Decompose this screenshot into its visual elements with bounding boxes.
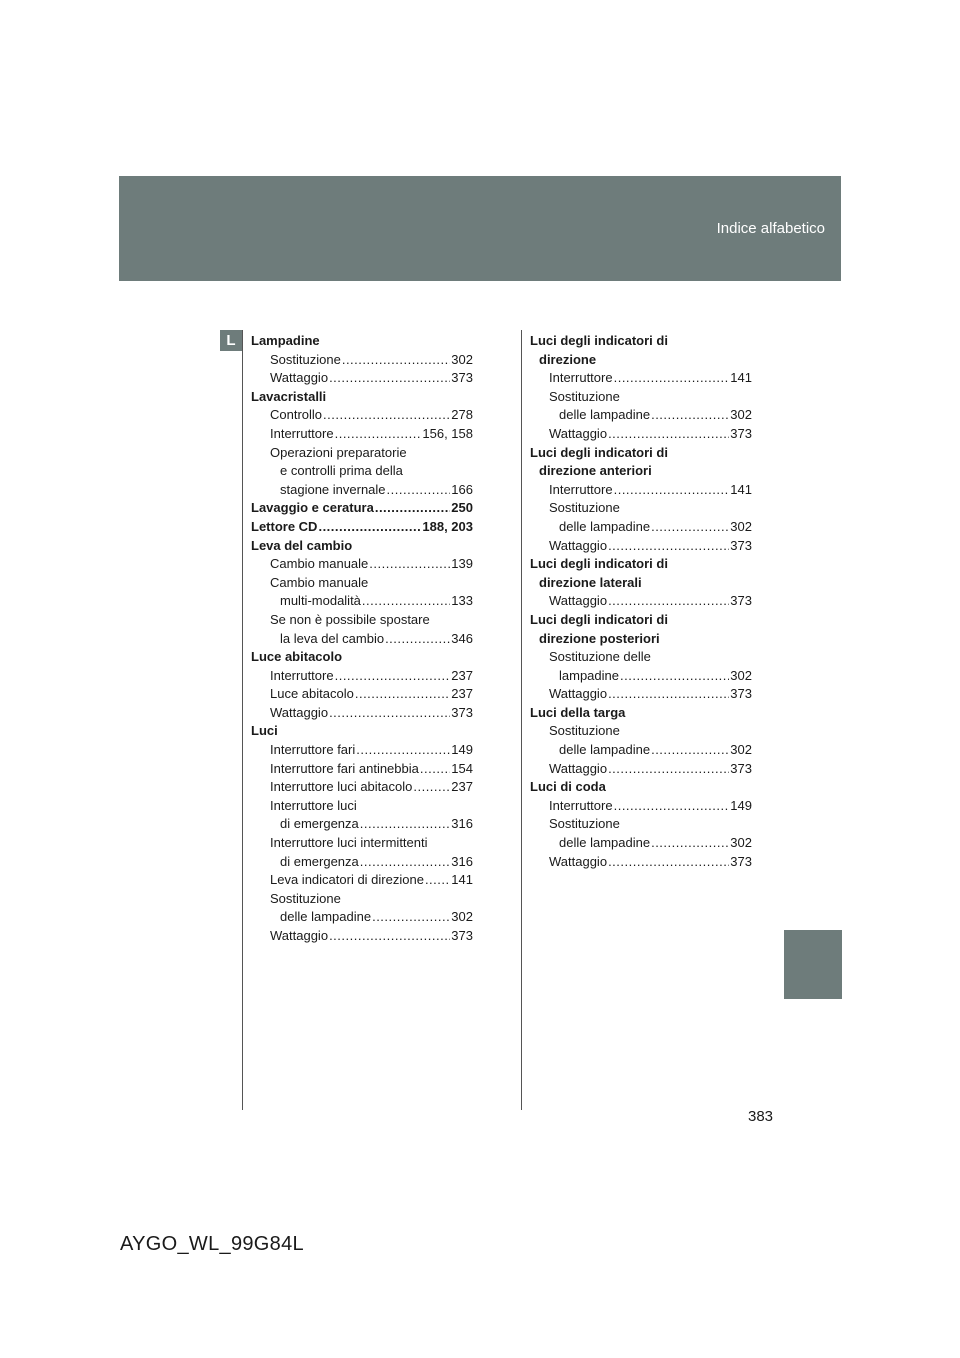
leader-dots: [651, 834, 729, 853]
index-entry: [530, 518, 752, 537]
index-entry: [251, 667, 473, 686]
leader-dots: [651, 518, 729, 537]
entry-label: delle lampadine: [559, 518, 651, 534]
index-entry: [251, 406, 473, 425]
index-entry: Sostituzione: [549, 816, 620, 832]
entry-label: Interruttore fari antinebbia: [270, 760, 419, 776]
entry-label: Wattaggio: [549, 853, 608, 869]
index-entry: Luci della targa: [530, 704, 626, 720]
leader-dots: [356, 741, 450, 760]
entry-page-ref: 188, 203: [422, 518, 473, 534]
index-entry: [251, 815, 473, 834]
leader-dots: [318, 518, 421, 537]
index-column-right: [530, 332, 752, 871]
entry-page-ref: 302: [730, 518, 752, 534]
entry-label: stagione invernale: [280, 481, 386, 497]
leader-dots: [651, 406, 729, 425]
index-entry: [530, 406, 752, 425]
leader-dots: [372, 908, 450, 927]
entry-label: Wattaggio: [549, 425, 608, 441]
entry-page-ref: 302: [451, 351, 473, 367]
entry-page-ref: 373: [730, 853, 752, 869]
index-entry: [530, 537, 752, 556]
index-entry: [251, 871, 473, 890]
entry-page-ref: 373: [730, 537, 752, 553]
index-entry: [251, 351, 473, 370]
entry-label: di emergenza: [280, 853, 359, 869]
entry-label: Interruttore fari: [270, 742, 356, 758]
entry-label: delle lampadine: [280, 909, 372, 925]
entry-page-ref: 154: [451, 760, 473, 776]
leader-dots: [608, 537, 729, 556]
leader-dots: [608, 853, 729, 872]
index-column-left: [251, 332, 473, 946]
entry-label: Interruttore: [270, 667, 334, 683]
index-entry: Leva del cambio: [251, 537, 353, 553]
index-entry: direzione anteriori: [539, 463, 652, 479]
index-entry: Luci di coda: [530, 779, 606, 795]
index-entry: [251, 704, 473, 723]
entry-label: delle lampadine: [559, 835, 651, 851]
index-entry: [251, 908, 473, 927]
index-entry: [251, 630, 473, 649]
entry-page-ref: 141: [451, 872, 473, 888]
entry-page-ref: 302: [451, 909, 473, 925]
entry-page-ref: 141: [730, 370, 752, 386]
entry-label: la leva del cambio: [280, 630, 385, 646]
leader-dots: [335, 425, 422, 444]
page-number: 383: [748, 1108, 774, 1125]
leader-dots: [375, 499, 450, 518]
entry-page-ref: 373: [451, 370, 473, 386]
leader-dots: [342, 351, 450, 370]
index-entry: [251, 369, 473, 388]
entry-label: Wattaggio: [549, 760, 608, 776]
entry-label: Lavaggio e ceratura: [251, 500, 374, 516]
entry-label: Wattaggio: [270, 704, 329, 720]
leader-dots: [323, 406, 450, 425]
index-entry: Sostituzione: [270, 890, 341, 906]
column-divider-middle: [521, 330, 522, 1110]
leader-dots: [425, 871, 450, 890]
index-entry: [530, 685, 752, 704]
entry-label: Wattaggio: [270, 370, 329, 386]
leader-dots: [369, 555, 450, 574]
entry-label: Interruttore: [549, 797, 613, 813]
leader-dots: [614, 481, 730, 500]
entry-page-ref: 346: [451, 630, 473, 646]
index-entry: Luci degli indicatori di: [530, 556, 668, 572]
entry-label: delle lampadine: [559, 407, 651, 423]
leader-dots: [614, 797, 730, 816]
index-entry: direzione posteriori: [539, 630, 660, 646]
leader-dots: [608, 685, 729, 704]
entry-page-ref: 373: [451, 704, 473, 720]
index-entry: [251, 853, 473, 872]
index-entry: Operazioni preparatorie: [270, 444, 407, 460]
leader-dots: [362, 592, 450, 611]
index-entry: Sostituzione: [549, 388, 620, 404]
index-entry: Luce abitacolo: [251, 649, 343, 665]
entry-page-ref: 156, 158: [422, 425, 473, 441]
leader-dots: [413, 778, 450, 797]
index-entry: [251, 741, 473, 760]
entry-label: multi-modalità: [280, 593, 361, 609]
leader-dots: [608, 760, 729, 779]
index-entry: Lavacristalli: [251, 388, 327, 404]
leader-dots: [329, 369, 450, 388]
index-entry: [251, 927, 473, 946]
index-entry: Interruttore luci intermittenti: [270, 835, 428, 851]
entry-label: Interruttore: [270, 425, 334, 441]
entry-label: Sostituzione: [270, 351, 341, 367]
entry-label: delle lampadine: [559, 742, 651, 758]
index-entry: [530, 760, 752, 779]
index-entry: [251, 425, 473, 444]
index-entry: Interruttore luci: [270, 797, 357, 813]
entry-page-ref: 278: [451, 407, 473, 423]
index-entry: Lampadine: [251, 333, 320, 348]
entry-page-ref: 373: [730, 760, 752, 776]
leader-dots: [355, 685, 450, 704]
leader-dots: [360, 853, 451, 872]
leader-dots: [329, 927, 450, 946]
index-entry: [530, 425, 752, 444]
index-entry: [530, 741, 752, 760]
index-entry: [251, 778, 473, 797]
entry-page-ref: 237: [451, 667, 473, 683]
index-entry: Luci degli indicatori di: [530, 611, 668, 627]
index-entry: [251, 685, 473, 704]
index-entry: [530, 667, 752, 686]
index-entry: Sostituzione delle: [549, 649, 651, 665]
leader-dots: [360, 815, 451, 834]
entry-label: Cambio manuale: [270, 556, 369, 572]
entry-label: Interruttore: [549, 481, 613, 497]
entry-label: Controllo: [270, 407, 323, 423]
entry-label: Wattaggio: [549, 537, 608, 553]
index-entry: Se non è possibile spostare: [270, 611, 430, 627]
index-entry: [530, 369, 752, 388]
index-entry: Luci degli indicatori di: [530, 444, 668, 460]
index-entry: [530, 834, 752, 853]
leader-dots: [329, 704, 450, 723]
entry-label: lampadine: [559, 667, 619, 683]
entry-label: Wattaggio: [270, 928, 329, 943]
document-code: AYGO_WL_99G84L: [120, 1233, 304, 1255]
entry-page-ref: 139: [451, 556, 473, 572]
entry-label: Wattaggio: [549, 686, 608, 702]
column-divider-left: [242, 330, 243, 1110]
index-entry: [530, 592, 752, 611]
leader-dots: [387, 481, 451, 500]
entry-label: di emergenza: [280, 816, 359, 832]
section-header: [119, 176, 841, 281]
index-entry: [530, 481, 752, 500]
section-letter-badge: L: [220, 330, 242, 351]
index-entry: Sostituzione: [549, 500, 620, 516]
entry-label: Leva indicatori di direzione: [270, 872, 424, 888]
leader-dots: [614, 369, 730, 388]
index-entry: [530, 853, 752, 872]
entry-page-ref: 133: [451, 593, 473, 609]
leader-dots: [608, 592, 729, 611]
entry-label: Luce abitacolo: [270, 686, 354, 702]
entry-page-ref: 302: [730, 407, 752, 423]
entry-label: Lettore CD: [251, 518, 318, 534]
leader-dots: [335, 667, 451, 686]
index-entry: Luci: [251, 723, 278, 739]
index-entry: [530, 797, 752, 816]
index-entry: direzione laterali: [539, 574, 642, 590]
index-entry: direzione: [539, 351, 597, 367]
entry-page-ref: 237: [451, 686, 473, 702]
entry-page-ref: 141: [730, 481, 752, 497]
leader-dots: [651, 741, 729, 760]
entry-page-ref: 302: [730, 835, 752, 851]
entry-page-ref: 166: [451, 481, 473, 497]
entry-page-ref: 316: [451, 816, 473, 832]
entry-page-ref: 302: [730, 667, 752, 683]
entry-page-ref: 149: [730, 797, 752, 813]
leader-dots: [385, 630, 450, 649]
index-entry: Sostituzione: [549, 723, 620, 739]
index-entry: e controlli prima della: [280, 463, 403, 479]
leader-dots: [420, 760, 450, 779]
header-title: Indice alfabetico: [716, 220, 825, 237]
entry-page-ref: 302: [730, 742, 752, 758]
entry-page-ref: 373: [730, 425, 752, 441]
index-entry: Cambio manuale: [270, 574, 369, 590]
entry-page-ref: 149: [451, 742, 473, 758]
entry-label: Wattaggio: [549, 593, 608, 609]
thumb-index-tab: [784, 930, 842, 999]
entry-page-ref: 250: [451, 500, 473, 516]
index-entry: [251, 555, 473, 574]
index-entry: [251, 518, 473, 537]
index-entry: Luci degli indicatori di: [530, 333, 668, 348]
entry-page-ref: 373: [730, 686, 752, 702]
leader-dots: [608, 425, 729, 444]
leader-dots: [620, 667, 729, 686]
index-entry: [251, 760, 473, 779]
index-entry: [251, 592, 473, 611]
entry-page-ref: 373: [730, 593, 752, 609]
entry-label: Interruttore luci abitacolo: [270, 779, 413, 795]
entry-page-ref: 237: [451, 779, 473, 795]
index-entry: [251, 499, 473, 518]
entry-label: Interruttore: [549, 370, 613, 386]
entry-page-ref: 373: [451, 928, 473, 943]
index-entry: [251, 481, 473, 500]
entry-page-ref: 316: [451, 853, 473, 869]
